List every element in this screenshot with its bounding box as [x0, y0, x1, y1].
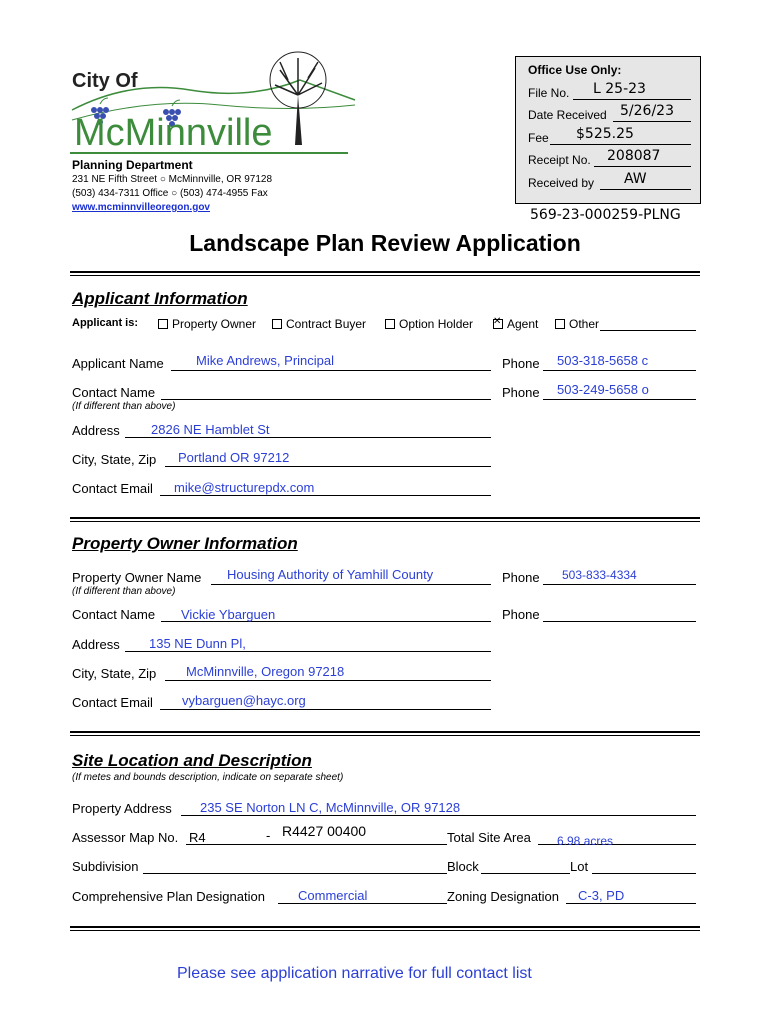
department-phone: (503) 434-7311 Office ○ (503) 474-4955 Fax: [72, 188, 268, 199]
contact-phone-label: Phone: [502, 385, 540, 400]
applicant-phone-field[interactable]: 503-318-5658 c: [557, 353, 649, 368]
agent-checkbox[interactable]: [493, 319, 503, 329]
applicant-is-label: Applicant is:: [72, 317, 139, 329]
comp-plan-label: Comprehensive Plan Designation: [72, 889, 265, 904]
owner-city-field[interactable]: McMinnville, Oregon 97218: [186, 664, 345, 679]
owner-city-label: City, State, Zip: [72, 666, 157, 681]
applicant-address-label: Address: [72, 423, 120, 438]
subdivision-label: Subdivision: [72, 859, 139, 874]
site-area-label: Total Site Area: [447, 830, 531, 845]
zoning-field[interactable]: C-3, PD: [578, 888, 625, 903]
contract-buyer-checkbox[interactable]: [272, 319, 282, 329]
option-contract-buyer[interactable]: Contract Buyer: [272, 317, 366, 331]
received-by-value: AW: [624, 171, 647, 187]
block-label: Block: [447, 859, 479, 874]
property-owner-checkbox[interactable]: [158, 319, 168, 329]
owner-name-field[interactable]: Housing Authority of Yamhill County: [227, 567, 434, 582]
office-use-box: [515, 56, 701, 204]
if-different-note: (If different than above): [72, 586, 176, 597]
fee-value: $525.25: [576, 126, 634, 142]
lot-label: Lot: [570, 859, 589, 874]
fee-label: Fee: [528, 131, 549, 145]
if-different-note: (If different than above): [72, 401, 176, 412]
contact-phone-field[interactable]: 503-249-5658 o: [557, 382, 649, 397]
applicant-section-title: Applicant Information: [72, 289, 248, 308]
applicant-email-field[interactable]: mike@structurepdx.com: [174, 480, 315, 495]
owner-email-label: Contact Email: [72, 695, 153, 710]
applicant-name-label: Applicant Name: [72, 356, 164, 371]
section-divider: [70, 926, 700, 931]
tree-icon: [270, 52, 326, 145]
site-note: (If metes and bounds description, indicate on separate sheet): [72, 772, 344, 783]
applicant-name-field[interactable]: Mike Andrews, Principal: [196, 353, 334, 368]
date-received-value: 5/26/23: [620, 103, 674, 119]
file-no-value: L 25-23: [593, 81, 646, 97]
owner-address-field[interactable]: 135 NE Dunn Pl,: [149, 636, 246, 651]
zoning-label: Zoning Designation: [447, 889, 560, 904]
owner-contact-name-label: Contact Name: [72, 607, 156, 622]
department-name: Planning Department: [72, 158, 193, 172]
site-section-title: Site Location and Description: [72, 751, 312, 770]
department-website-link[interactable]: www.mcminnvilleoregon.gov: [72, 202, 210, 213]
owner-section-title: Property Owner Information: [72, 534, 298, 553]
option-holder-checkbox[interactable]: [385, 319, 395, 329]
owner-address-label: Address: [72, 637, 120, 652]
owner-contact-phone-label: Phone: [502, 607, 540, 622]
file-no-label: File No.: [528, 86, 570, 100]
applicant-phone-label: Phone: [502, 356, 540, 371]
assessor-map-label: Assessor Map No.: [72, 830, 179, 845]
option-option-holder[interactable]: Option Holder: [385, 317, 473, 331]
receipt-no-label: Receipt No.: [528, 153, 591, 167]
applicant-email-label: Contact Email: [72, 481, 153, 496]
applicant-address-field[interactable]: 2826 NE Hamblet St: [151, 422, 270, 437]
owner-contact-name-field[interactable]: Vickie Ybarguen: [181, 607, 276, 622]
site-area-field[interactable]: 6.98 acres: [557, 834, 614, 848]
section-divider: [70, 517, 700, 522]
assessor-prefix: R4: [189, 830, 206, 845]
case-number: 569-23-000259-PLNG: [530, 207, 681, 223]
owner-name-label: Property Owner Name: [72, 570, 202, 585]
form-title: Landscape Plan Review Application: [189, 230, 581, 256]
contact-name-label: Contact Name: [72, 385, 156, 400]
applicant-city-field[interactable]: Portland OR 97212: [178, 450, 290, 465]
city-logo: [70, 50, 360, 155]
assessor-map-field[interactable]: R4427 00400: [282, 823, 367, 839]
date-received-label: Date Received: [528, 108, 607, 122]
received-by-label: Received by: [528, 176, 595, 190]
option-property-owner[interactable]: Property Owner: [158, 317, 256, 331]
applicant-city-label: City, State, Zip: [72, 452, 157, 467]
logo-city-name: McMinnville: [74, 112, 273, 154]
department-address: 231 NE Fifth Street ○ McMinnville, OR 97128: [72, 174, 273, 185]
property-address-label: Property Address: [72, 801, 172, 816]
section-divider: [70, 271, 700, 276]
receipt-no-value: 208087: [607, 148, 661, 164]
footer-note: Please see application narrative for full contact list: [177, 965, 532, 982]
option-other[interactable]: Other: [555, 317, 599, 331]
logo-city-of: City Of: [72, 70, 138, 92]
comp-plan-field[interactable]: Commercial: [298, 888, 368, 903]
assessor-dash: -: [266, 828, 271, 843]
owner-phone-field[interactable]: 503-833-4334: [562, 568, 637, 582]
other-checkbox[interactable]: [555, 319, 565, 329]
property-address-field[interactable]: 235 SE Norton LN C, McMinnville, OR 97128: [200, 800, 461, 815]
owner-email-field[interactable]: vybarguen@hayc.org: [182, 693, 306, 708]
owner-phone-label: Phone: [502, 570, 540, 585]
section-divider: [70, 731, 700, 736]
office-use-title: Office Use Only:: [528, 63, 622, 77]
option-agent[interactable]: ✕ Agent: [493, 317, 538, 331]
